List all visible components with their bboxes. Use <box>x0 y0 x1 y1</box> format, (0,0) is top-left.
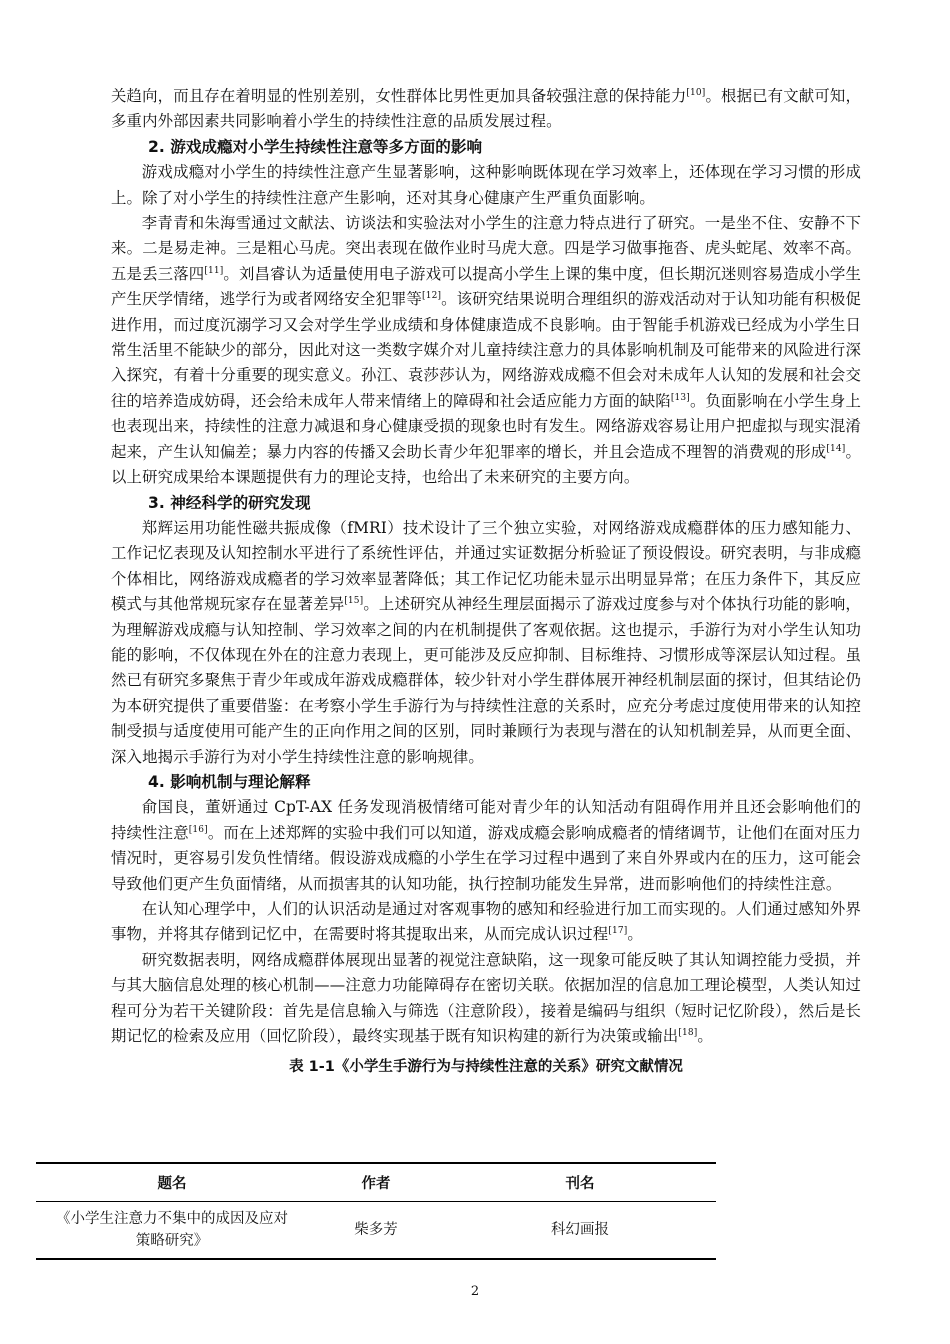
citation: [14] <box>826 443 846 454</box>
citation: [13] <box>670 392 690 403</box>
column-header: 作者 <box>308 1163 444 1202</box>
citation: [12] <box>422 291 442 302</box>
paragraph: 俞国良，董妍通过 CpT-AX 任务发现消极情绪可能对青少年的认知活动有阻碍作用并且还会影响他们的持续性注意[16]。而在上述郑辉的实验中我们可以知道，游戏成瘾会影响成瘾者的情绪调节，让他们在面对压力情况时，更容易引发负性情绪。假设游戏成瘾的小学生在学习过程中遇到了来自外界或内在的压力，这可能会导致他们更产生负面情绪，从而损害其的认知功能，执行控制功能发生异常，进而影响他们的持续性注意。 <box>111 798 861 893</box>
page-number: 2 <box>470 1284 480 1299</box>
paragraph: 关趋向，而且存在着明显的性别差别，女性群体比男性更加具备较强注意的保持能力[10]。根据已有文献可知，多重内外部因素共同影响着小学生的持续性注意的品质发展过程。 <box>111 87 861 131</box>
paragraph: 李青青和朱海雪通过文献法、访谈法和实验法对小学生的注意力特点进行了研究。一是坐不住、安静不下来。二是易走神。三是粗心马虎。突出表现在做作业时马虎大意。四是学习做事拖沓、虎头蛇尾、效率不高。五是丢三落四[11]。刘昌睿认为适量使用电子游戏可以提高小学生上课的集中度，但长期沉迷则容易造成小学生产生厌学情绪，逃学行为或者网络安全犯罪等[12]。该研究结果说明合理组织的游戏活动对于认知功能有积极促进作用，而过度沉溺学习又会对学生学业成绩和身体健康造成不良影响。由于智能手机游戏已经成为小学生日常生活里不能缺少的部分，因此对这一类数字媒介对儿童持续注意力的具体影响机制及可能带来的风险进行深入探究，有着十分重要的现实意义。孙江、袁莎莎认为，网络游戏成瘾不但会对未成年人认知的发展和社会交往的培养造成妨碍，还会给未成年人带来情绪上的障碍和社会适应能力方面的缺陷[13]。负面影响在小学生身上也表现出来，持续性的注意力减退和身心健康受损的现象也时有发生。网络游戏容易让用户把虚拟与现实混淆起来，产生认知偏差；暴力内容的传播又会助长青少年犯罪率的增长，并且会造成不理智的消费观的形成[14]。以上研究成果给本课题提供有力的理论支持，也给出了未来研究的主要方向。 <box>111 214 862 487</box>
paragraph: 在认知心理学中，人们的认识活动是通过对客观事物的感知和经验进行加工而实现的。人们通过感知外界事物，并将其存储到记忆中，在需要时将其提取出来，从而完成认识过程[17]。 <box>111 900 861 944</box>
citation: [11] <box>204 265 224 276</box>
citation: [17] <box>608 926 628 937</box>
column-header: 刊名 <box>444 1163 716 1202</box>
section-heading: 3. 神经科学的研究发现 <box>148 493 311 512</box>
table-cell-journal: 科幻画报 <box>444 1202 716 1260</box>
citation: [18] <box>678 1028 698 1039</box>
table-caption: 表 1-1《小学生手游行为与持续性注意的关系》研究文献情况 <box>289 1059 683 1076</box>
column-header: 题名 <box>36 1163 308 1202</box>
citation: [15] <box>344 596 364 607</box>
paragraph: 郑辉运用功能性磁共振成像（fMRI）技术设计了三个独立实验，对网络游戏成瘾群体的压力感知能力、工作记忆表现及认知控制水平进行了系统性评估，并通过实证数据分析验证了预设假设。研究表明，与非成瘾个体相比，网络游戏成瘾者的学习效率显著降低；其工作记忆功能未显示出明显异常；在压力条件下，其反应模式与其他常规玩家存在显著差异[15]。上述研究从神经生理层面揭示了游戏过度参与对个体执行功能的影响，为理解游戏成瘾与认知控制、学习效率之间的内在机制提供了客观依据。这也提示，手游行为对小学生认知功能的影响，不仅体现在外在的注意力表现上，更可能涉及反应抑制、目标维持、习惯形成等深层认知过程。虽然已有研究多聚焦于青少年或成年游戏成瘾群体，较少针对小学生群体展开神经机制层面的探讨，但其结论仍为本研究提供了重要借鉴：在考察小学生手游行为与持续性注意的关系时，应充分考虑过度使用带来的认知控制受损与适度使用可能产生的正向作用之间的区别，同时兼顾行为表现与潜在的认知机制差异，从而更全面、深入地揭示手游行为对小学生持续性注意的影响规律。 <box>111 518 861 766</box>
document-page <box>111 84 861 1079</box>
paragraph: 游戏成瘾对小学生的持续性注意产生显著影响，这种影响既体现在学习效率上，还体现在学习习惯的形成上。除了对小学生的持续性注意产生影响，还对其身心健康产生严重负面影响。 <box>111 163 861 207</box>
paragraph: 研究数据表明，网络成瘾群体展现出显著的视觉注意缺陷，这一现象可能反映了其认知调控能力受损，并与其大脑信息处理的核心机制——注意力功能障碍存在密切关联。依据加涅的信息加工理论模型，人类认知过程可分为若干关键阶段：首先是信息输入与筛选（注意阶段），接着是编码与组织（短时记忆阶段），然后是长期记忆的检索及应用（回忆阶段），最终实现基于既有知识构建的新行为决策或输出[18]。 <box>111 950 861 1046</box>
citation: [16] <box>188 824 208 835</box>
table-cell-title: 《小学生注意力不集中的成因及应对策略研究》 <box>36 1202 308 1260</box>
table-row <box>36 1202 716 1260</box>
literature-table <box>36 1162 716 1260</box>
section-heading: 4. 影响机制与理论解释 <box>148 772 311 791</box>
section-heading: 2. 游戏成瘾对小学生持续性注意等多方面的影响 <box>148 137 483 156</box>
citation: [10] <box>686 88 706 98</box>
table-cell-author: 柴多芳 <box>308 1202 444 1260</box>
table-header-row <box>36 1163 716 1202</box>
